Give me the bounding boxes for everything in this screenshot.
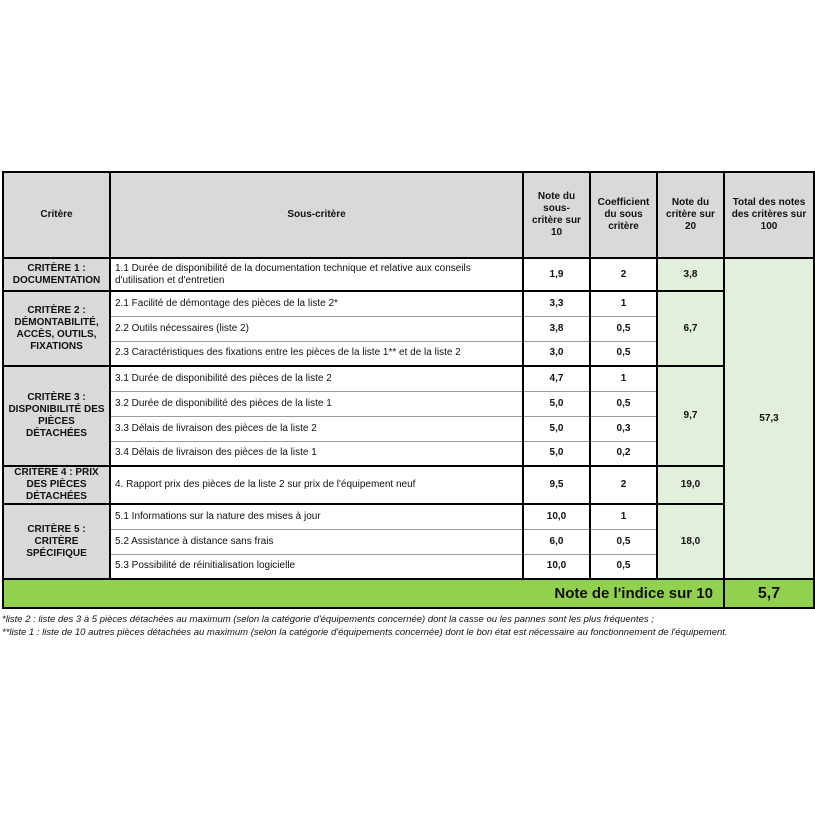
- sous-critere-note: 9,5: [523, 466, 590, 504]
- critere-note-sur-20: 3,8: [657, 258, 724, 291]
- index-footer-row: [3, 579, 814, 608]
- sous-critere-label: 3.2 Durée de disponibilité des pièces de la liste 1: [110, 391, 523, 416]
- sous-critere-label: 1.1 Durée de disponibilité de la documentation technique et relative aux conseils d'utilisation et d'entretien: [110, 258, 523, 291]
- sous-critere-label: 2.3 Caractéristiques des fixations entre les pièces de la liste 1** et de la liste 2: [110, 341, 523, 366]
- table-row: [3, 466, 814, 504]
- critere-label: CRITÈRE 5 : CRITÈRE SPÉCIFIQUE: [3, 504, 110, 579]
- sous-critere-coefficient: 0,5: [590, 529, 657, 554]
- critere-label: CRITÈRE 3 : DISPONIBILITÉ DES PIÈCES DÉTACHÉES: [3, 366, 110, 466]
- index-label: Note de l'indice sur 10: [3, 579, 724, 608]
- sous-critere-coefficient: 2: [590, 258, 657, 291]
- sous-critere-coefficient: 0,5: [590, 391, 657, 416]
- footnote-liste-1: **liste 1 : liste de 10 autres pièces détachées au maximum (selon la catégorie d'équipements concernée) dont le bon état est nécessaire au fonctionnement de l'équipement.: [2, 627, 728, 638]
- sous-critere-label: 3.1 Durée de disponibilité des pièces de la liste 2: [110, 366, 523, 391]
- footnote-liste-2: *liste 2 : liste des 3 à 5 pièces détachées au maximum (selon la catégorie d'équipements concernée) dont la casse ou les pannes sont les plus fréquentes ;: [2, 614, 654, 625]
- sous-critere-note: 3,8: [523, 316, 590, 341]
- sous-critere-note: 6,0: [523, 529, 590, 554]
- sous-critere-note: 10,0: [523, 504, 590, 529]
- repairability-table: [2, 171, 815, 609]
- sous-critere-note: 10,0: [523, 554, 590, 579]
- index-value: 5,7: [724, 579, 814, 608]
- sous-critere-note: 5,0: [523, 391, 590, 416]
- sous-critere-label: 2.2 Outils nécessaires (liste 2): [110, 316, 523, 341]
- critere-label: CRITÈRE 4 : PRIX DES PIÈCES DÉTACHÉES: [3, 466, 110, 504]
- critere-note-sur-20: 19,0: [657, 466, 724, 504]
- sous-critere-note: 4,7: [523, 366, 590, 391]
- sous-critere-label: 3.3 Délais de livraison des pièces de la liste 2: [110, 416, 523, 441]
- header-total: Total des notes des critères sur 100: [724, 172, 814, 258]
- header-note-sous-critere: Note du sous-critère sur 10: [523, 172, 590, 258]
- sous-critere-coefficient: 0,5: [590, 316, 657, 341]
- repairability-index-sheet: [2, 171, 813, 639]
- sous-critere-coefficient: 0,5: [590, 341, 657, 366]
- header-coefficient: Coefficient du sous critère: [590, 172, 657, 258]
- sous-critere-note: 5,0: [523, 416, 590, 441]
- sous-critere-label: 4. Rapport prix des pièces de la liste 2 sur prix de l'équipement neuf: [110, 466, 523, 504]
- table-row: [3, 291, 814, 316]
- critere-label: CRITÈRE 1 : DOCUMENTATION: [3, 258, 110, 291]
- sous-critere-label: 5.2 Assistance à distance sans frais: [110, 529, 523, 554]
- critere-note-sur-20: 18,0: [657, 504, 724, 579]
- header-note-critere: Note du critère sur 20: [657, 172, 724, 258]
- critere-note-sur-20: 6,7: [657, 291, 724, 366]
- sous-critere-note: 5,0: [523, 441, 590, 466]
- critere-note-sur-20: 9,7: [657, 366, 724, 466]
- sous-critere-coefficient: 1: [590, 291, 657, 316]
- sous-critere-coefficient: 0,5: [590, 554, 657, 579]
- sous-critere-label: 5.1 Informations sur la nature des mises à jour: [110, 504, 523, 529]
- sous-critere-label: 5.3 Possibilité de réinitialisation logicielle: [110, 554, 523, 579]
- table-header-row: [3, 172, 814, 258]
- sous-critere-coefficient: 0,3: [590, 416, 657, 441]
- table-row: [3, 258, 814, 291]
- header-sous-critere: Sous-critère: [110, 172, 523, 258]
- sous-critere-coefficient: 1: [590, 504, 657, 529]
- total-sur-100: 57,3: [724, 258, 814, 579]
- sous-critere-coefficient: 1: [590, 366, 657, 391]
- sous-critere-note: 1,9: [523, 258, 590, 291]
- critere-label: CRITÈRE 2 : DÉMONTABILITÉ, ACCÈS, OUTILS, FIXATIONS: [3, 291, 110, 366]
- footnotes: [2, 613, 813, 639]
- table-row: [3, 504, 814, 529]
- sous-critere-coefficient: 0,2: [590, 441, 657, 466]
- sous-critere-label: 2.1 Facilité de démontage des pièces de la liste 2*: [110, 291, 523, 316]
- table-body: [3, 258, 814, 579]
- table-row: [3, 366, 814, 391]
- header-critere: Critère: [3, 172, 110, 258]
- sous-critere-note: 3,3: [523, 291, 590, 316]
- sous-critere-coefficient: 2: [590, 466, 657, 504]
- sous-critere-note: 3,0: [523, 341, 590, 366]
- sous-critere-label: 3.4 Délais de livraison des pièces de la liste 1: [110, 441, 523, 466]
